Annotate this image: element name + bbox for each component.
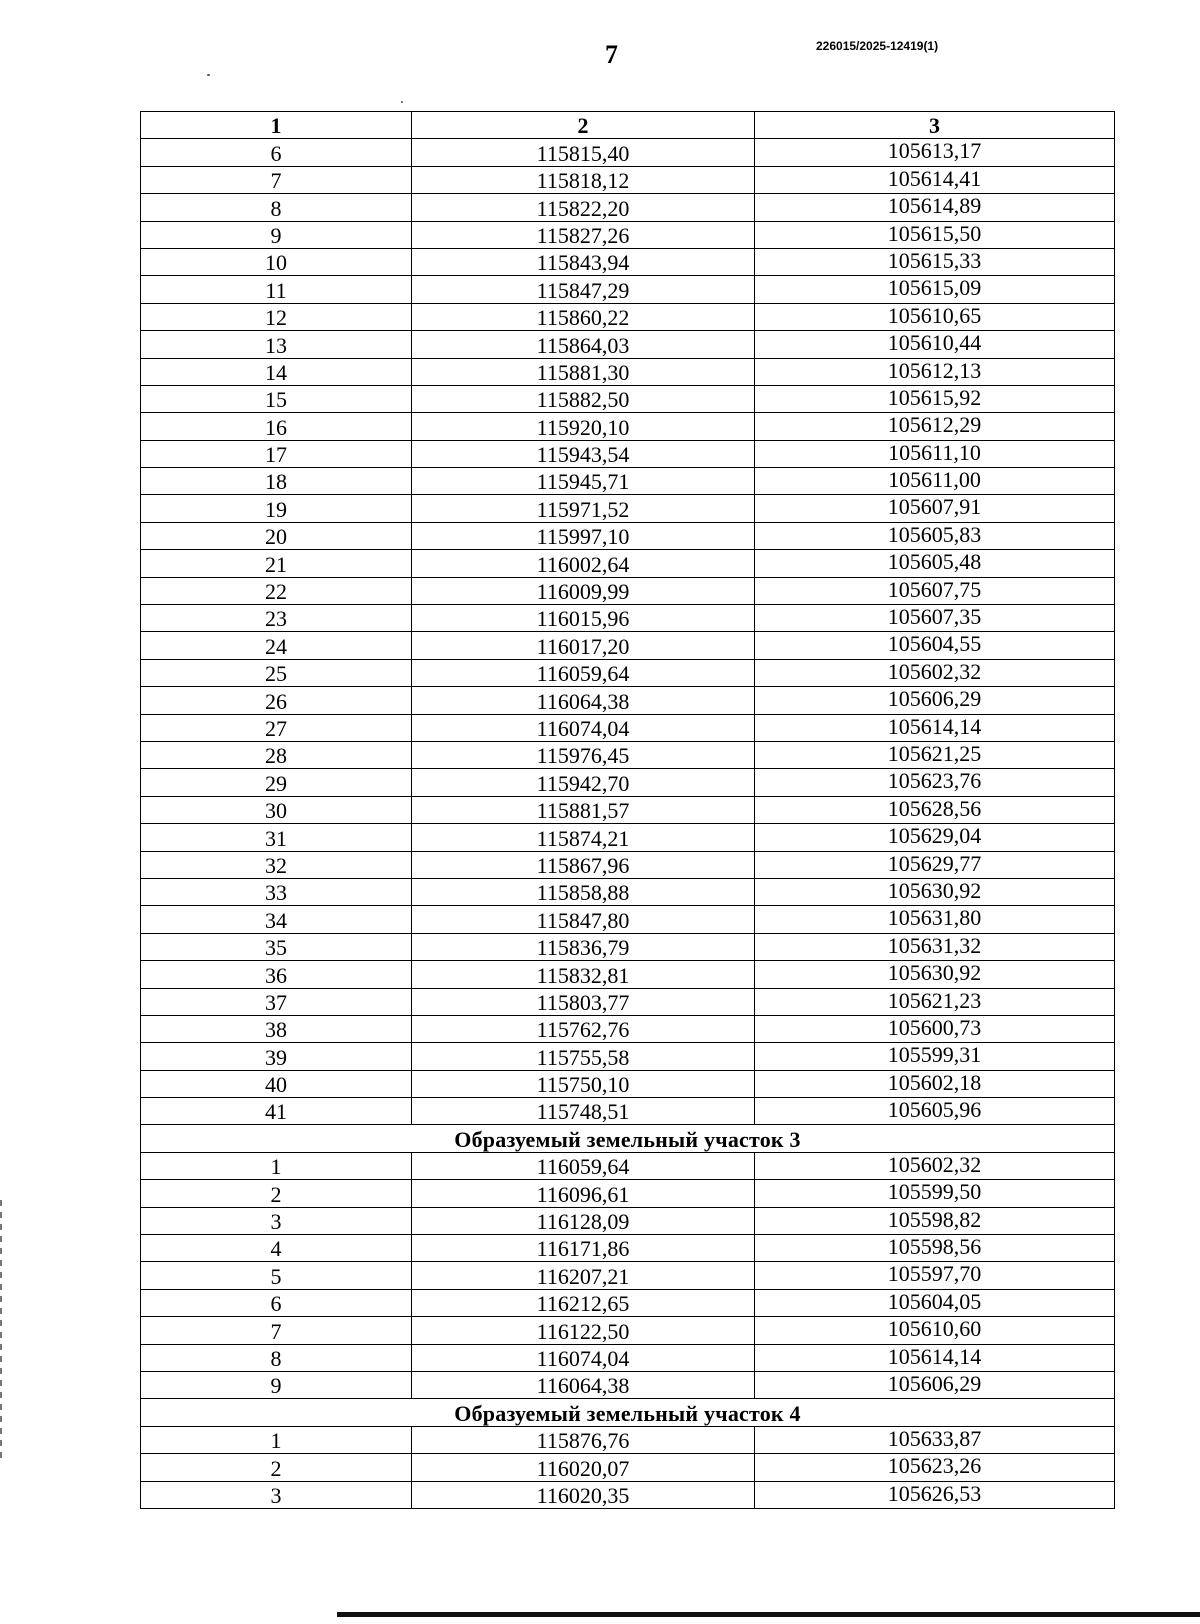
y-coordinate-cell: 105607,75 [755, 577, 1115, 604]
point-number-cell: 8 [141, 1344, 412, 1371]
y-coordinate-cell: 105605,48 [755, 550, 1115, 577]
x-coordinate-cell: 115847,29 [412, 276, 755, 303]
x-coordinate-cell: 116059,64 [412, 1152, 755, 1179]
table-row [141, 550, 1115, 577]
point-number-cell: 31 [141, 824, 412, 851]
table-row [141, 1152, 1115, 1179]
y-coordinate-cell: 105599,31 [755, 1043, 1115, 1070]
page-number: 7 [605, 40, 618, 69]
table-row [141, 577, 1115, 604]
point-number-cell: 36 [141, 961, 412, 988]
point-number-cell: 18 [141, 468, 412, 495]
y-coordinate-cell: 105607,35 [755, 605, 1115, 632]
y-coordinate-cell: 105631,80 [755, 906, 1115, 933]
point-number-cell: 2 [141, 1454, 412, 1481]
table-row [141, 1317, 1115, 1344]
scan-bottom-edge [337, 1612, 1200, 1617]
x-coordinate-cell: 115847,80 [412, 906, 755, 933]
y-coordinate-cell: 105615,09 [755, 276, 1115, 303]
x-coordinate-cell: 115822,20 [412, 194, 755, 221]
y-coordinate-cell: 105604,55 [755, 632, 1115, 659]
x-coordinate-cell: 115874,21 [412, 824, 755, 851]
x-coordinate-cell: 115920,10 [412, 413, 755, 440]
y-coordinate-cell: 105623,76 [755, 769, 1115, 796]
x-coordinate-cell: 116002,64 [412, 550, 755, 577]
y-coordinate-cell: 105612,13 [755, 358, 1115, 385]
point-number-cell: 3 [141, 1481, 412, 1508]
point-number-cell: 13 [141, 331, 412, 358]
point-number-cell: 10 [141, 248, 412, 275]
x-coordinate-cell: 115748,51 [412, 1098, 755, 1125]
y-coordinate-cell: 105607,91 [755, 495, 1115, 522]
table-row [141, 632, 1115, 659]
table-row [141, 468, 1115, 495]
table-body [141, 139, 1115, 1509]
point-number-cell: 19 [141, 495, 412, 522]
x-coordinate-cell: 115976,45 [412, 741, 755, 768]
point-number-cell: 14 [141, 358, 412, 385]
x-coordinate-cell: 115881,57 [412, 796, 755, 823]
x-coordinate-cell: 116059,64 [412, 659, 755, 686]
table-row [141, 769, 1115, 796]
point-number-cell: 21 [141, 550, 412, 577]
point-number-cell: 29 [141, 769, 412, 796]
y-coordinate-cell: 105602,32 [755, 659, 1115, 686]
x-coordinate-cell: 116212,65 [412, 1289, 755, 1316]
y-coordinate-cell: 105633,87 [755, 1426, 1115, 1453]
y-coordinate-cell: 105606,29 [755, 1371, 1115, 1398]
point-number-cell: 2 [141, 1180, 412, 1207]
x-coordinate-cell: 115881,30 [412, 358, 755, 385]
y-coordinate-cell: 105623,26 [755, 1454, 1115, 1481]
point-number-cell: 39 [141, 1043, 412, 1070]
table-row [141, 906, 1115, 933]
point-number-cell: 12 [141, 303, 412, 330]
x-coordinate-cell: 115945,71 [412, 468, 755, 495]
scan-speck [207, 74, 210, 76]
table-row [141, 1070, 1115, 1097]
point-number-cell: 34 [141, 906, 412, 933]
x-coordinate-cell: 115864,03 [412, 331, 755, 358]
x-coordinate-cell: 115762,76 [412, 1015, 755, 1042]
table-row [141, 988, 1115, 1015]
table-row [141, 961, 1115, 988]
y-coordinate-cell: 105630,92 [755, 961, 1115, 988]
x-coordinate-cell: 116017,20 [412, 632, 755, 659]
table-row [141, 659, 1115, 686]
x-coordinate-cell: 116171,86 [412, 1235, 755, 1262]
x-coordinate-cell: 115803,77 [412, 988, 755, 1015]
x-coordinate-cell: 116064,38 [412, 687, 755, 714]
x-coordinate-cell: 116009,99 [412, 577, 755, 604]
x-coordinate-cell: 115827,26 [412, 221, 755, 248]
y-coordinate-cell: 105602,32 [755, 1152, 1115, 1179]
y-coordinate-cell: 105598,82 [755, 1207, 1115, 1234]
table-row [141, 933, 1115, 960]
x-coordinate-cell: 116074,04 [412, 1344, 755, 1371]
point-number-cell: 23 [141, 605, 412, 632]
point-number-cell: 7 [141, 1317, 412, 1344]
table-row [141, 495, 1115, 522]
table-row [141, 221, 1115, 248]
table-row [141, 1098, 1115, 1125]
table-row [141, 741, 1115, 768]
point-number-cell: 1 [141, 1152, 412, 1179]
y-coordinate-cell: 105615,92 [755, 385, 1115, 412]
y-coordinate-cell: 105614,14 [755, 714, 1115, 741]
point-number-cell: 26 [141, 687, 412, 714]
table-row [141, 1289, 1115, 1316]
point-number-cell: 1 [141, 1426, 412, 1453]
scan-speck [401, 101, 403, 103]
y-coordinate-cell: 105611,00 [755, 468, 1115, 495]
section-title: Образуемый земельный участок 3 [141, 1125, 1115, 1152]
column-header-x: 2 [412, 112, 755, 139]
x-coordinate-cell: 116207,21 [412, 1262, 755, 1289]
table-row [141, 276, 1115, 303]
column-header-y: 3 [755, 112, 1115, 139]
table-row [141, 413, 1115, 440]
x-coordinate-cell: 116128,09 [412, 1207, 755, 1234]
y-coordinate-cell: 105631,32 [755, 933, 1115, 960]
point-number-cell: 41 [141, 1098, 412, 1125]
y-coordinate-cell: 105606,29 [755, 687, 1115, 714]
table-row [141, 331, 1115, 358]
x-coordinate-cell: 116096,61 [412, 1180, 755, 1207]
table-row [141, 522, 1115, 549]
x-coordinate-cell: 115860,22 [412, 303, 755, 330]
y-coordinate-cell: 105610,60 [755, 1317, 1115, 1344]
y-coordinate-cell: 105615,50 [755, 221, 1115, 248]
table-row [141, 796, 1115, 823]
x-coordinate-cell: 116122,50 [412, 1317, 755, 1344]
point-number-cell: 7 [141, 166, 412, 193]
table-row [141, 1043, 1115, 1070]
table-row [141, 1207, 1115, 1234]
point-number-cell: 9 [141, 1371, 412, 1398]
point-number-cell: 33 [141, 878, 412, 905]
x-coordinate-cell: 115755,58 [412, 1043, 755, 1070]
section-header-row [141, 1399, 1115, 1426]
x-coordinate-cell: 115836,79 [412, 933, 755, 960]
document-reference: 226015/2025-12419(1) [816, 39, 939, 53]
table-row [141, 714, 1115, 741]
x-coordinate-cell: 115815,40 [412, 139, 755, 166]
point-number-cell: 27 [141, 714, 412, 741]
point-number-cell: 30 [141, 796, 412, 823]
table-row [141, 358, 1115, 385]
y-coordinate-cell: 105621,23 [755, 988, 1115, 1015]
point-number-cell: 35 [141, 933, 412, 960]
table-row [141, 1344, 1115, 1371]
table-row [141, 824, 1115, 851]
point-number-cell: 20 [141, 522, 412, 549]
x-coordinate-cell: 115882,50 [412, 385, 755, 412]
coordinates-table [140, 111, 1115, 1509]
section-title: Образуемый земельный участок 4 [141, 1399, 1115, 1426]
x-coordinate-cell: 115832,81 [412, 961, 755, 988]
x-coordinate-cell: 115750,10 [412, 1070, 755, 1097]
y-coordinate-cell: 105605,96 [755, 1098, 1115, 1125]
table-row [141, 194, 1115, 221]
x-coordinate-cell: 115867,96 [412, 851, 755, 878]
y-coordinate-cell: 105612,29 [755, 413, 1115, 440]
y-coordinate-cell: 105621,25 [755, 741, 1115, 768]
point-number-cell: 28 [141, 741, 412, 768]
x-coordinate-cell: 115843,94 [412, 248, 755, 275]
x-coordinate-cell: 115818,12 [412, 166, 755, 193]
x-coordinate-cell: 116015,96 [412, 605, 755, 632]
table-row [141, 1481, 1115, 1508]
table-row [141, 605, 1115, 632]
point-number-cell: 22 [141, 577, 412, 604]
y-coordinate-cell: 105611,10 [755, 440, 1115, 467]
table-row [141, 1235, 1115, 1262]
table-row [141, 687, 1115, 714]
table-row [141, 303, 1115, 330]
table-row [141, 851, 1115, 878]
y-coordinate-cell: 105600,73 [755, 1015, 1115, 1042]
y-coordinate-cell: 105610,65 [755, 303, 1115, 330]
point-number-cell: 5 [141, 1262, 412, 1289]
y-coordinate-cell: 105615,33 [755, 248, 1115, 275]
y-coordinate-cell: 105614,41 [755, 166, 1115, 193]
point-number-cell: 9 [141, 221, 412, 248]
y-coordinate-cell: 105629,04 [755, 824, 1115, 851]
point-number-cell: 3 [141, 1207, 412, 1234]
point-number-cell: 15 [141, 385, 412, 412]
y-coordinate-cell: 105605,83 [755, 522, 1115, 549]
x-coordinate-cell: 116074,04 [412, 714, 755, 741]
scan-edge-mark [0, 1200, 2, 1460]
section-header-row [141, 1125, 1115, 1152]
point-number-cell: 32 [141, 851, 412, 878]
table-row [141, 1454, 1115, 1481]
y-coordinate-cell: 105629,77 [755, 851, 1115, 878]
point-number-cell: 40 [141, 1070, 412, 1097]
x-coordinate-cell: 115858,88 [412, 878, 755, 905]
point-number-cell: 8 [141, 194, 412, 221]
point-number-cell: 38 [141, 1015, 412, 1042]
x-coordinate-cell: 115971,52 [412, 495, 755, 522]
x-coordinate-cell: 115942,70 [412, 769, 755, 796]
table-row [141, 878, 1115, 905]
y-coordinate-cell: 105602,18 [755, 1070, 1115, 1097]
y-coordinate-cell: 105628,56 [755, 796, 1115, 823]
y-coordinate-cell: 105614,14 [755, 1344, 1115, 1371]
x-coordinate-cell: 116020,07 [412, 1454, 755, 1481]
x-coordinate-cell: 115876,76 [412, 1426, 755, 1453]
table-row [141, 1015, 1115, 1042]
y-coordinate-cell: 105599,50 [755, 1180, 1115, 1207]
column-header-point: 1 [141, 112, 412, 139]
point-number-cell: 24 [141, 632, 412, 659]
y-coordinate-cell: 105626,53 [755, 1481, 1115, 1508]
table-row [141, 1180, 1115, 1207]
y-coordinate-cell: 105630,92 [755, 878, 1115, 905]
table-row [141, 385, 1115, 412]
point-number-cell: 6 [141, 139, 412, 166]
point-number-cell: 6 [141, 1289, 412, 1316]
y-coordinate-cell: 105613,17 [755, 139, 1115, 166]
point-number-cell: 37 [141, 988, 412, 1015]
x-coordinate-cell: 115943,54 [412, 440, 755, 467]
x-coordinate-cell: 115997,10 [412, 522, 755, 549]
table-row [141, 1426, 1115, 1453]
table-row [141, 248, 1115, 275]
x-coordinate-cell: 116064,38 [412, 1371, 755, 1398]
table-row [141, 1262, 1115, 1289]
y-coordinate-cell: 105604,05 [755, 1289, 1115, 1316]
point-number-cell: 11 [141, 276, 412, 303]
y-coordinate-cell: 105610,44 [755, 331, 1115, 358]
y-coordinate-cell: 105614,89 [755, 194, 1115, 221]
table-header-row [141, 112, 1115, 139]
y-coordinate-cell: 105597,70 [755, 1262, 1115, 1289]
point-number-cell: 25 [141, 659, 412, 686]
table-row [141, 166, 1115, 193]
table-row [141, 139, 1115, 166]
point-number-cell: 4 [141, 1235, 412, 1262]
x-coordinate-cell: 116020,35 [412, 1481, 755, 1508]
y-coordinate-cell: 105598,56 [755, 1235, 1115, 1262]
point-number-cell: 17 [141, 440, 412, 467]
table-row [141, 1371, 1115, 1398]
point-number-cell: 16 [141, 413, 412, 440]
table-row [141, 440, 1115, 467]
